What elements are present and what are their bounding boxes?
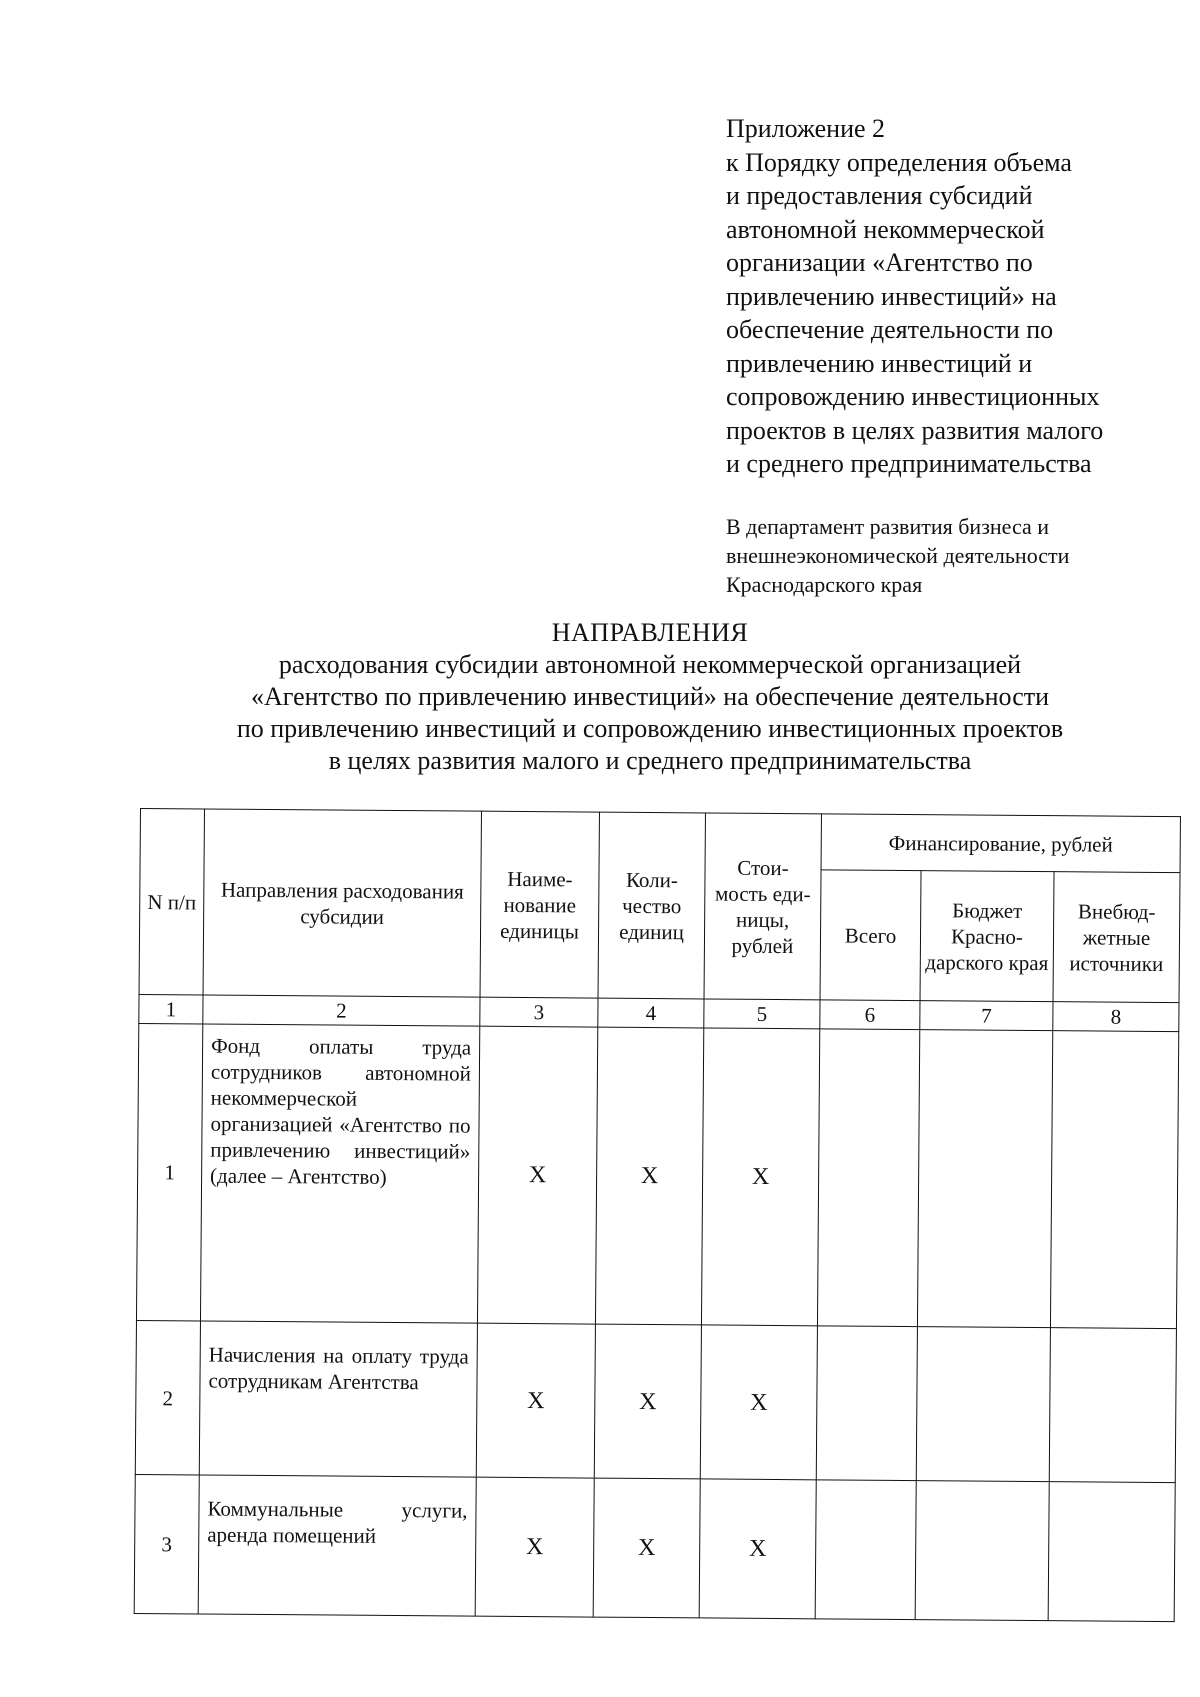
row-regional-budget: [916, 1327, 1050, 1482]
row-unit-name: X: [477, 1026, 597, 1324]
row-extra-budget: [1049, 1328, 1176, 1483]
appendix-line: и среднего предпринимательства: [726, 449, 1092, 478]
table-row: [136, 1023, 1178, 1328]
column-number: 3: [480, 997, 598, 1027]
appendix-line: проектов в целях развития малого: [726, 415, 1104, 445]
row-regional-budget: [917, 1030, 1052, 1328]
row-quantity: X: [594, 1324, 701, 1479]
header-direction: Направления расходования субсидии: [203, 809, 481, 997]
row-regional-budget: [915, 1481, 1049, 1621]
row-unit-cost: X: [700, 1325, 817, 1480]
appendix-line: автономной некоммерческой: [726, 214, 1045, 244]
addressee-line: В департамент развития бизнеса и: [726, 514, 1050, 539]
row-unit-name: X: [476, 1323, 595, 1478]
appendix-line: сопровождению инвестиционных: [726, 382, 1100, 411]
row-unit-name: X: [475, 1477, 594, 1617]
appendix-line: обеспечение деятельности по: [726, 315, 1054, 344]
row-num: 2: [135, 1320, 200, 1474]
appendix-line: организации «Агентство по: [726, 248, 1033, 277]
header-financing: Финансирование, рублей: [821, 814, 1180, 873]
appendix-note: [726, 112, 1186, 481]
row-direction: Коммунальные услуги, аренда помещений: [198, 1475, 476, 1616]
row-num: 1: [136, 1023, 202, 1320]
document-heading: [130, 617, 1170, 777]
column-number: 5: [704, 999, 820, 1029]
row-quantity: X: [595, 1027, 703, 1325]
row-total: [815, 1480, 916, 1620]
appendix-line: привлечению инвестиций» на: [726, 281, 1057, 311]
table-row: [135, 1320, 1176, 1482]
header-quantity: Коли- чество единиц: [598, 812, 705, 999]
row-total: [816, 1326, 917, 1481]
row-extra-budget: [1048, 1482, 1175, 1622]
appendix-line: привлечению инвестиций и: [726, 348, 1033, 378]
addressee-line: Краснодарского края: [726, 572, 923, 597]
expense-directions-table: [134, 808, 1181, 1622]
addressee-line: внешнеэкономической деятельности: [726, 543, 1070, 568]
row-direction: Начисления на оплату труда сотрудникам Агентства: [199, 1321, 477, 1477]
column-number: 7: [920, 1001, 1053, 1031]
document-subtitle-line: в целях развития малого и среднего предпринимательства: [328, 746, 972, 775]
header-extra-budget: Внебюд- жетные источники: [1053, 872, 1180, 1003]
row-total: [817, 1029, 919, 1327]
row-unit-cost: X: [699, 1479, 816, 1619]
header-total: Всего: [820, 870, 921, 1001]
row-quantity: X: [593, 1478, 700, 1618]
row-extra-budget: [1050, 1031, 1178, 1329]
header-regional-budget: Бюджет Красно- дарского края: [920, 871, 1054, 1002]
document-subtitle-line: расходования субсидии автономной некоммерческой организацией: [278, 650, 1022, 679]
column-number: 4: [598, 998, 704, 1028]
header-num: N п/п: [139, 809, 204, 995]
addressee-block: [726, 512, 1186, 599]
header-unit-name: Наиме- нование единицы: [480, 811, 599, 998]
document-subtitle-line: по привлечению инвестиций и сопровождению инвестиционных проектов: [236, 714, 1064, 743]
document-subtitle-line: «Агентство по привлечению инвестиций» на обеспечение деятельности: [250, 682, 1050, 711]
appendix-line: Приложение 2: [726, 114, 886, 143]
row-unit-cost: X: [701, 1028, 819, 1326]
document-title: НАПРАВЛЕНИЯ: [551, 618, 749, 647]
row-num: 3: [134, 1474, 199, 1613]
table-row: [134, 1474, 1175, 1621]
header-unit-cost: Стои- мость еди- ницы, рублей: [704, 813, 821, 1000]
column-number: 1: [139, 994, 203, 1024]
row-direction: Фонд оплаты труда сотрудников автономной некоммерческой организацией «Агентство по привлечению инвестиций» (далее – Агентство): [200, 1024, 479, 1323]
column-number: 6: [820, 1000, 920, 1030]
column-number: 2: [203, 995, 480, 1026]
appendix-line: и предоставления субсидий: [726, 181, 1033, 210]
column-number: 8: [1053, 1002, 1179, 1032]
appendix-line: к Порядку определения объема: [726, 147, 1072, 177]
